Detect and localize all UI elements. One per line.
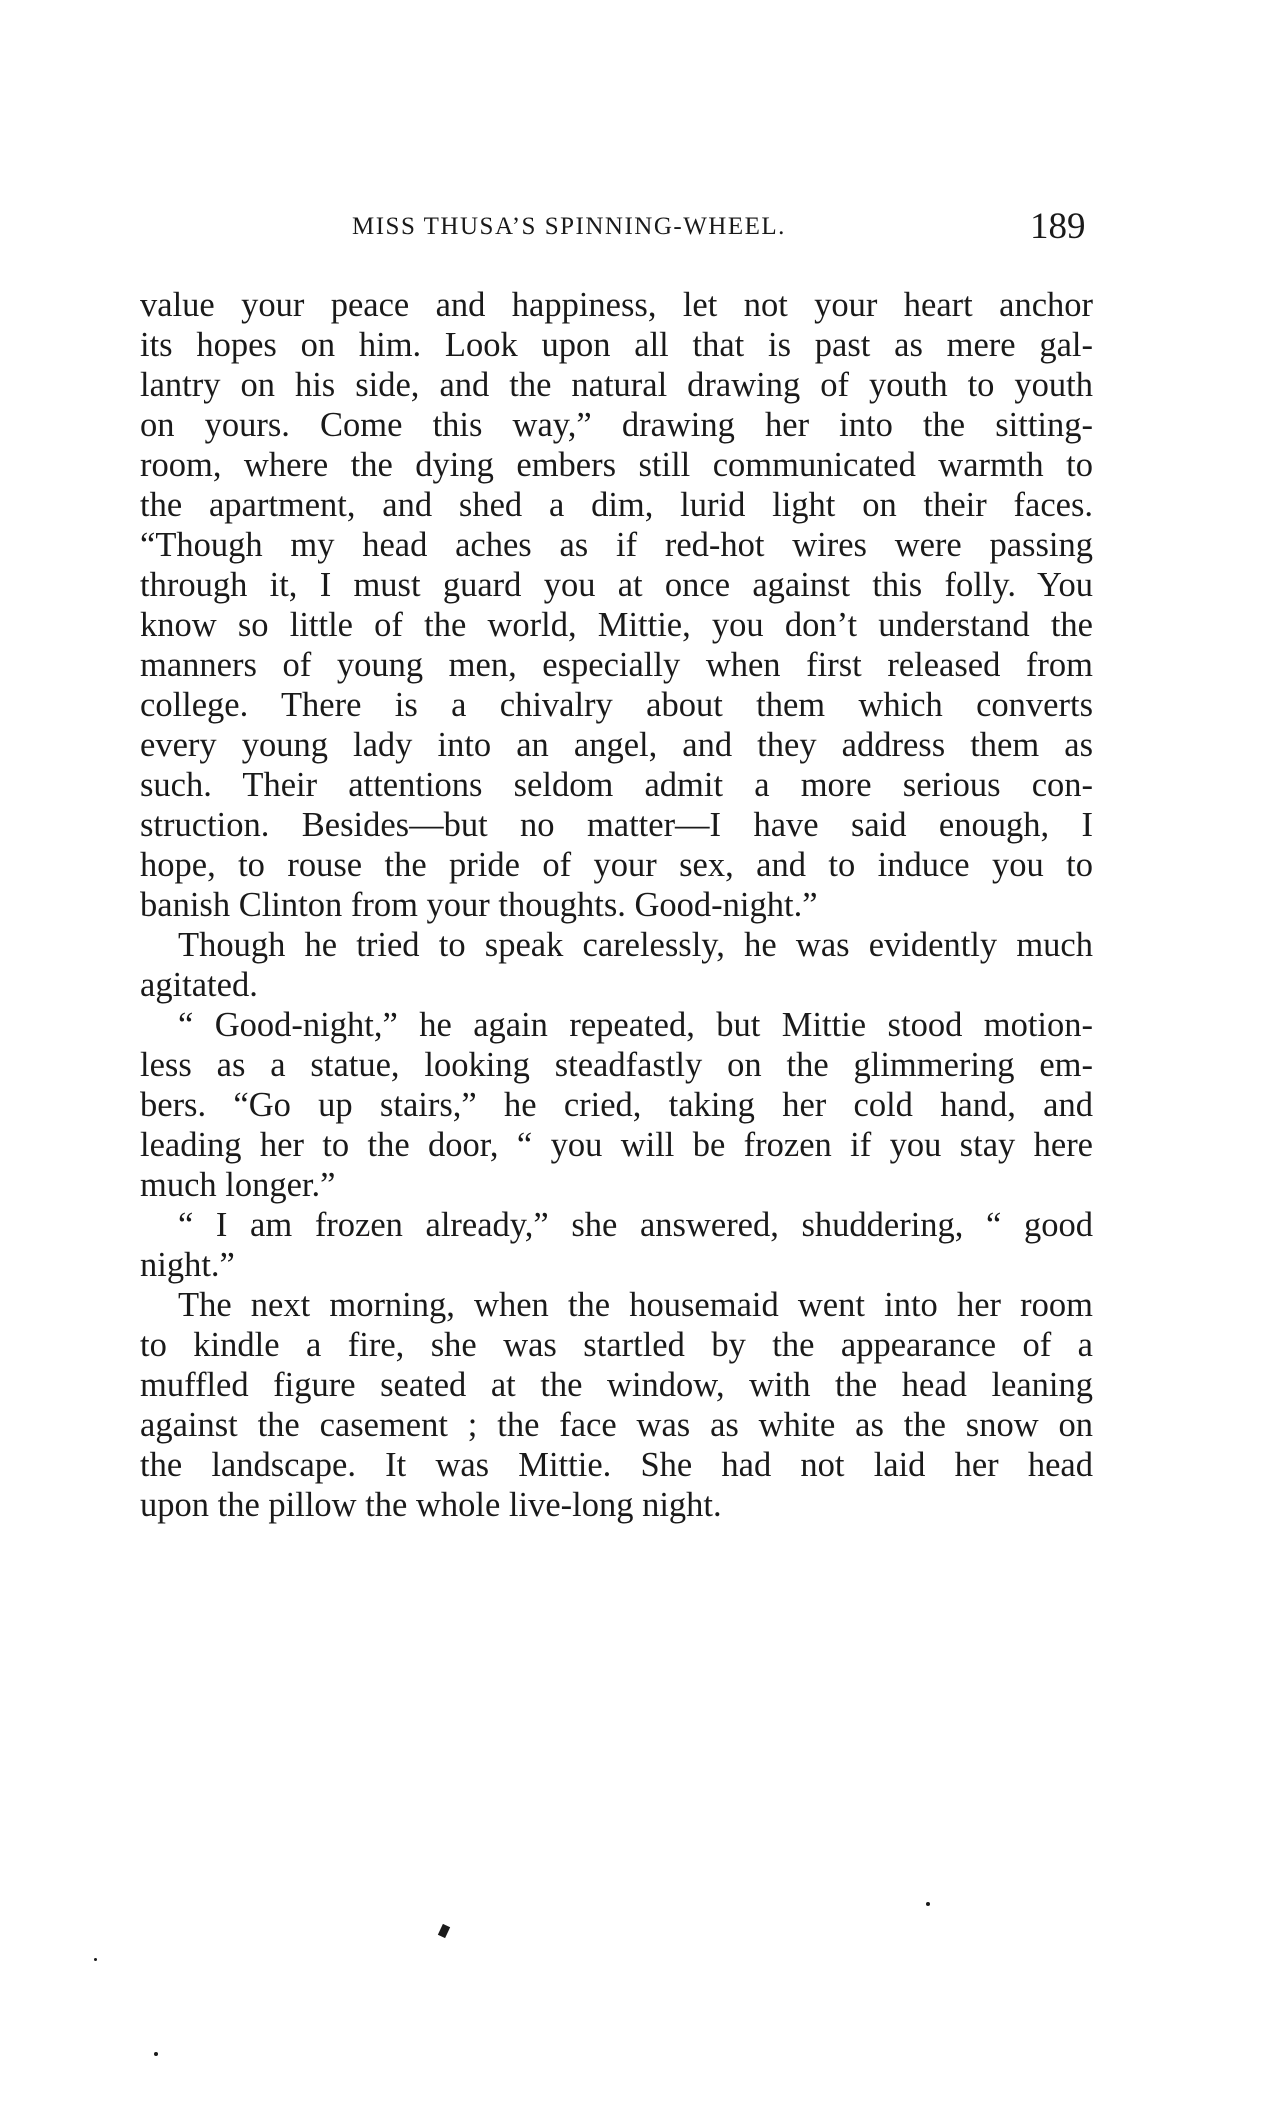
paragraph-continued (140, 285, 1093, 925)
text-line: every young lady into an angel, and they address them as (140, 726, 1093, 764)
text-line: hope, to rouse the pride of your sex, and to induce you to (140, 846, 1093, 884)
text-line: “ I am frozen already,” she answered, shuddering, “ good (178, 1206, 1093, 1244)
text-line: against the casement ; the face was as white as the snow on (140, 1406, 1093, 1444)
text-line: such. Their attentions seldom admit a more serious con- (140, 766, 1093, 804)
text-line: upon the pillow the whole live-long night. (140, 1486, 722, 1524)
text-line: less as a statue, looking steadfastly on the glimmering em- (140, 1046, 1093, 1084)
ink-speck (926, 1902, 930, 1906)
text-line: muffled figure seated at the window, with the head leaning (140, 1366, 1093, 1404)
text-line: to kindle a fire, she was startled by the appearance of a (140, 1326, 1093, 1364)
text-line: “ Good-night,” he again repeated, but Mittie stood motion- (178, 1006, 1093, 1044)
text-line: night.” (140, 1246, 235, 1284)
text-line: agitated. (140, 966, 258, 1004)
text-line: leading her to the door, “ you will be frozen if you stay here (140, 1126, 1093, 1164)
paragraph (140, 925, 1093, 1005)
text-line: the apartment, and shed a dim, lurid light on their faces. (140, 486, 1093, 524)
paragraph (140, 1285, 1093, 1525)
page-number: 189 (1030, 206, 1086, 247)
text-line: manners of young men, especially when first released from (140, 646, 1093, 684)
text-line: much longer.” (140, 1166, 336, 1204)
text-line: room, where the dying embers still communicated warmth to (140, 446, 1093, 484)
ink-speck (94, 1958, 97, 1961)
text-line: “Though my head aches as if red-hot wires were passing (140, 526, 1093, 564)
text-line: the landscape. It was Mittie. She had not laid her head (140, 1446, 1093, 1484)
ink-speck (154, 2052, 158, 2056)
text-line: The next morning, when the housemaid went into her room (178, 1286, 1093, 1324)
text-line: know so little of the world, Mittie, you don’t understand the (140, 606, 1093, 644)
text-line: bers. “Go up stairs,” he cried, taking her cold hand, and (140, 1086, 1093, 1124)
text-line: Though he tried to speak carelessly, he was evidently much (178, 926, 1093, 964)
running-head (0, 205, 1269, 255)
text-line: banish Clinton from your thoughts. Good-night.” (140, 886, 818, 924)
paragraph (140, 1205, 1093, 1285)
text-line: on yours. Come this way,” drawing her into the sitting- (140, 406, 1093, 444)
text-line: struction. Besides—but no matter—I have said enough, I (140, 806, 1093, 844)
text-line: lantry on his side, and the natural drawing of youth to youth (140, 366, 1093, 404)
text-line: value your peace and happiness, let not your heart anchor (140, 286, 1093, 324)
running-title: MISS THUSA’S SPINNING-WHEEL. (352, 213, 786, 240)
text-line: college. There is a chivalry about them which converts (140, 686, 1093, 724)
ink-speck (438, 1924, 450, 1938)
body-text (140, 285, 1093, 1525)
text-line: its hopes on him. Look upon all that is past as mere gal- (140, 326, 1093, 364)
text-line: through it, I must guard you at once against this folly. You (140, 566, 1093, 604)
paragraph (140, 1005, 1093, 1205)
